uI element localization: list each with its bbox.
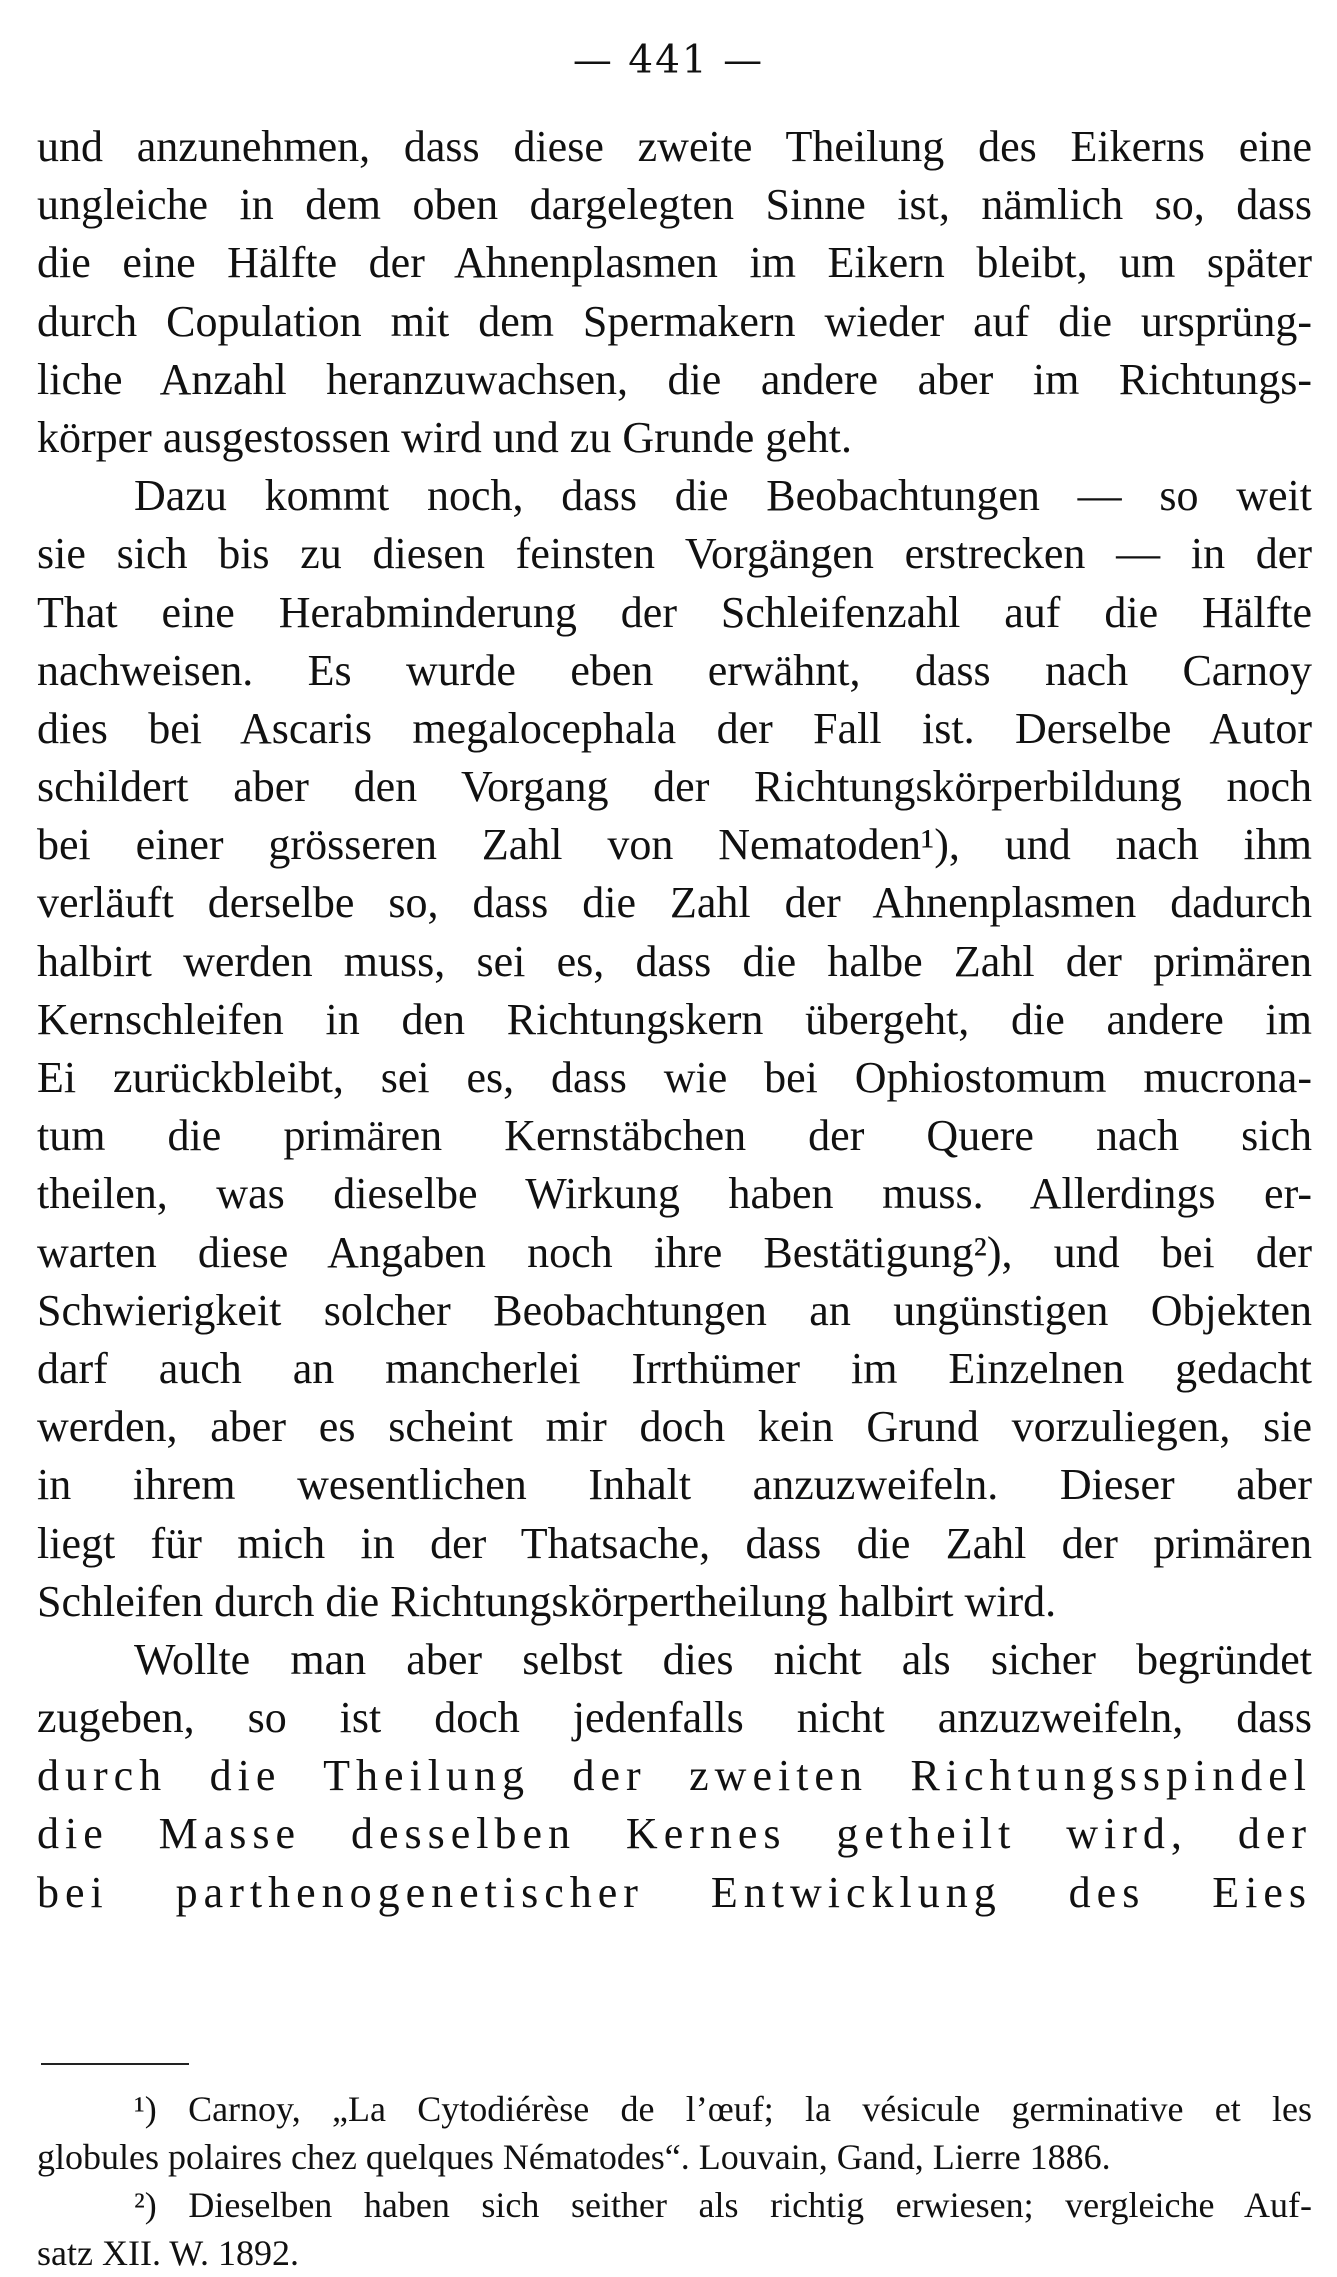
- text-line: Kernschleifen in den Richtungskern übergeht, die andere im: [37, 994, 1312, 1044]
- text-line: sie sich bis zu diesen feinsten Vorgängen erstrecken — in der: [37, 529, 1312, 579]
- text-line: liegt für mich in der Thatsache, dass die Zahl der primären: [37, 1518, 1312, 1568]
- main-text: [37, 118, 1312, 1922]
- text-line: liche Anzahl heranzuwachsen, die andere aber im Richtungs-: [37, 354, 1312, 404]
- text-line: nachweisen. Es wurde eben erwähnt, dass nach Carnoy: [37, 645, 1312, 695]
- text-line: Dazu kommt noch, dass die Beobachtungen — so weit: [134, 471, 1312, 521]
- text-line: bei parthenogenetischer Entwicklung des Eies: [37, 1867, 1312, 1917]
- text-line: Wollte man aber selbst dies nicht als sicher begründet: [134, 1634, 1312, 1684]
- footnote-divider: [41, 2063, 189, 2065]
- text-line: That eine Herabminderung der Schleifenzahl auf die Hälfte: [37, 587, 1312, 637]
- text-line: werden, aber es scheint mir doch kein Grund vorzuliegen, sie: [37, 1402, 1312, 1452]
- text-line: warten diese Angaben noch ihre Bestätigung²), und bei der: [37, 1227, 1312, 1277]
- text-line: bei einer grösseren Zahl von Nematoden¹), und nach ihm: [37, 820, 1312, 870]
- text-line: tum die primären Kernstäbchen der Quere nach sich: [37, 1111, 1312, 1161]
- text-line: ungleiche in dem oben dargelegten Sinne ist, nämlich so, dass: [37, 180, 1312, 230]
- text-line: körper ausgestossen wird und zu Grunde geht.: [37, 412, 853, 462]
- paragraph-2: [37, 467, 1312, 1631]
- footnote-2: [37, 2181, 1312, 2277]
- page-number: — 441 —: [572, 38, 765, 83]
- text-line: verläuft derselbe so, dass die Zahl der Ahnenplasmen dadurch: [37, 878, 1312, 928]
- text-line: in ihrem wesentlichen Inhalt anzuzweifeln. Dieser aber: [37, 1460, 1312, 1510]
- text-line: zugeben, so ist doch jedenfalls nicht anzuzweifeln, dass: [37, 1693, 1312, 1743]
- footnote-1: [37, 2085, 1312, 2181]
- text-line: die eine Hälfte der Ahnenplasmen im Eikern bleibt, um später: [37, 238, 1312, 288]
- text-line: Ei zurückbleibt, sei es, dass wie bei Ophiostomum mucrona-: [37, 1053, 1312, 1102]
- text-line: durch die Theilung der zweiten Richtungsspindel: [37, 1751, 1312, 1801]
- footnotes: [37, 2085, 1312, 2277]
- text-line: die Masse desselben Kernes getheilt wird, der: [37, 1809, 1312, 1859]
- text-line: durch Copulation mit dem Spermakern wieder auf die ursprüng-: [37, 296, 1312, 346]
- paragraph-3: [37, 1631, 1312, 1922]
- text-line: theilen, was dieselbe Wirkung haben muss. Allerdings er-: [37, 1169, 1312, 1219]
- text-line: Schwierigkeit solcher Beobachtungen an ungünstigen Objekten: [37, 1285, 1312, 1335]
- text-line: dies bei Ascaris megalocephala der Fall ist. Derselbe Autor: [37, 703, 1312, 753]
- text-line: und anzunehmen, dass diese zweite Theilung des Eikerns eine: [37, 122, 1312, 171]
- text-line: darf auch an mancherlei Irrthümer im Einzelnen gedacht: [37, 1343, 1312, 1393]
- text-line: Schleifen durch die Richtungskörpertheilung halbirt wird.: [37, 1576, 1057, 1626]
- paragraph-1: [37, 118, 1312, 467]
- text-line: schildert aber den Vorgang der Richtungskörperbildung noch: [37, 762, 1312, 812]
- footnote-line: ²) Dieselben haben sich seither als richtig erwiesen; vergleiche Auf-: [134, 2185, 1312, 2225]
- footnote-line: satz XII. W. 1892.: [37, 2233, 299, 2273]
- footnote-line: globules polaires chez quelques Nématodes“. Louvain, Gand, Lierre 1886.: [37, 2137, 1111, 2177]
- text-line: halbirt werden muss, sei es, dass die halbe Zahl der primären: [37, 936, 1312, 986]
- footnote-line: ¹) Carnoy, „La Cytodiérèse de l’œuf; la vésicule germinative et les: [134, 2089, 1312, 2129]
